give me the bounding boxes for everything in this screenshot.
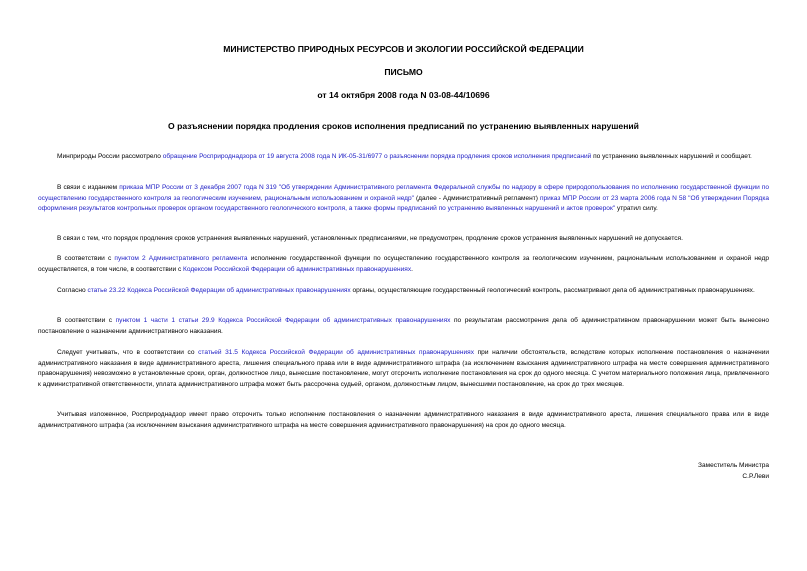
signatory-name: С.Р.Леви bbox=[742, 473, 769, 480]
link-article-29-9[interactable]: пунктом 1 части 1 статьи 29.9 Кодекса Российской Федерации об административных правонарушениях bbox=[115, 317, 451, 324]
link-order-319[interactable]: приказа МПР России от 3 декабря 2007 года N 319 "Об утверждении Административного регламента Федеральной службы по надзору в сфере природопользования по исполнению государственной функции по осуществлению государственного контроля за геологическим изучением, рациональным использованием и охраной недр" bbox=[38, 184, 769, 202]
link-administrative-code[interactable]: Кодексом Российской Федерации об административных правонарушениях bbox=[183, 265, 412, 273]
paragraph-6 bbox=[38, 316, 769, 337]
link-article-31-5[interactable]: статьей 31.5 Кодекса Российской Федерации об административных правонарушениях bbox=[198, 349, 475, 356]
paragraph-text: В соответствии с bbox=[57, 317, 116, 324]
paragraph-1 bbox=[38, 152, 769, 163]
paragraph-text: исполнение государственной функции по осуществлению государственного контроля за геологическим изучением, рациональным использованием и охраной недр осуществляется, в том числе, в соответствии с bbox=[38, 255, 769, 273]
link-order-58[interactable]: приказ МПР России от 23 марта 2006 года N 58 "Об утверждении Порядка оформления результатов контрольных проверок органом государственного геологического контроля, а также формы предписаний по устранению выявленных нарушений и актов проверок" bbox=[38, 194, 769, 213]
paragraph-text: органы, осуществляющие государственный геологический контроль, рассматривают дела об административных правонарушениях. bbox=[350, 287, 755, 294]
paragraph-4 bbox=[38, 254, 769, 275]
paragraph-3 bbox=[38, 234, 769, 245]
paragraph-7 bbox=[38, 348, 769, 390]
paragraph-text: при наличии обстоятельств, вследствие которых исполнение постановления о назначении административного наказания в виде административного ареста, лишения специального права или в виде административного штрафа (за исключением взыскания административного штрафа на месте совершения административного правонарушения) невозможно в установленные сроки, орган, должностное лицо, вынесшие постановление, могут отсрочить исполнение постановления на срок до одного месяца. С учетом материального положения лица, привлеченного к административной ответственности, уплата административного штрафа может быть рассрочена судьей, органом, должностным лицом, вынесшими постановление, на срок до трех месяцев. bbox=[38, 349, 770, 388]
paragraph-text: В соответствии с bbox=[57, 255, 115, 262]
paragraph-text: В связи с тем, что порядок продления сроков устранения выявленных нарушений, установленных предписаниями, не предусмотрен, продление сроков устранения выявленных нарушений не допускается. bbox=[57, 235, 683, 242]
paragraph-text: Следует учитывать, что в соответствии со bbox=[57, 349, 199, 356]
paragraph-text: по результатам рассмотрения дела об административном правонарушении может быть вынесено постановление о назначении административного наказания. bbox=[38, 317, 769, 335]
paragraph-text: по устранению выявленных нарушений и сообщает. bbox=[591, 153, 752, 160]
paragraph-5 bbox=[38, 286, 769, 297]
paragraph-text: . bbox=[411, 265, 413, 273]
paragraph-text: Минприроды России рассмотрело bbox=[57, 153, 163, 160]
paragraph-text: Учитывая изложенное, Росприроднадзор имеет право отсрочить только исполнение постановления о назначении административного наказания в виде административного ареста, лишения специального права или в виде административного штрафа (за исключением взыскания административного штрафа на месте совершения административного правонарушения) на срок до одного месяца. bbox=[38, 411, 769, 429]
paragraph-2 bbox=[38, 183, 769, 215]
paragraph-text: Согласно bbox=[57, 287, 88, 294]
paragraph-text: В связи с изданием bbox=[57, 184, 120, 191]
signatory-title: Заместитель Министра bbox=[697, 462, 769, 469]
paragraph-text: утратил силу. bbox=[615, 205, 658, 213]
date-number-heading: от 14 октября 2008 года N 03-08-44/10696 bbox=[317, 90, 490, 100]
ministry-heading: МИНИСТЕРСТВО ПРИРОДНЫХ РЕСУРСОВ И ЭКОЛОГИИ РОССИЙСКОЙ ФЕДЕРАЦИИ bbox=[223, 44, 584, 54]
link-article-23-22[interactable]: статье 23.22 Кодекса Российской Федерации об административных правонарушениях bbox=[87, 287, 351, 294]
link-regulation-point-2[interactable]: пунктом 2 Административного регламента bbox=[114, 255, 248, 262]
paragraph-text: (далее - Административный регламент) bbox=[413, 194, 540, 202]
paragraph-8 bbox=[38, 410, 769, 431]
link-rosprirodnadzor-appeal[interactable]: обращение Росприроднадзора от 19 августа 2008 года N ИК-05-31/6977 о разъяснении порядка продления сроков исполнения предписаний bbox=[162, 153, 592, 160]
subject-heading: О разъяснении порядка продления сроков исполнения предписаний по устранению выявленных нарушений bbox=[168, 121, 639, 131]
document-type-heading: ПИСЬМО bbox=[384, 67, 423, 77]
